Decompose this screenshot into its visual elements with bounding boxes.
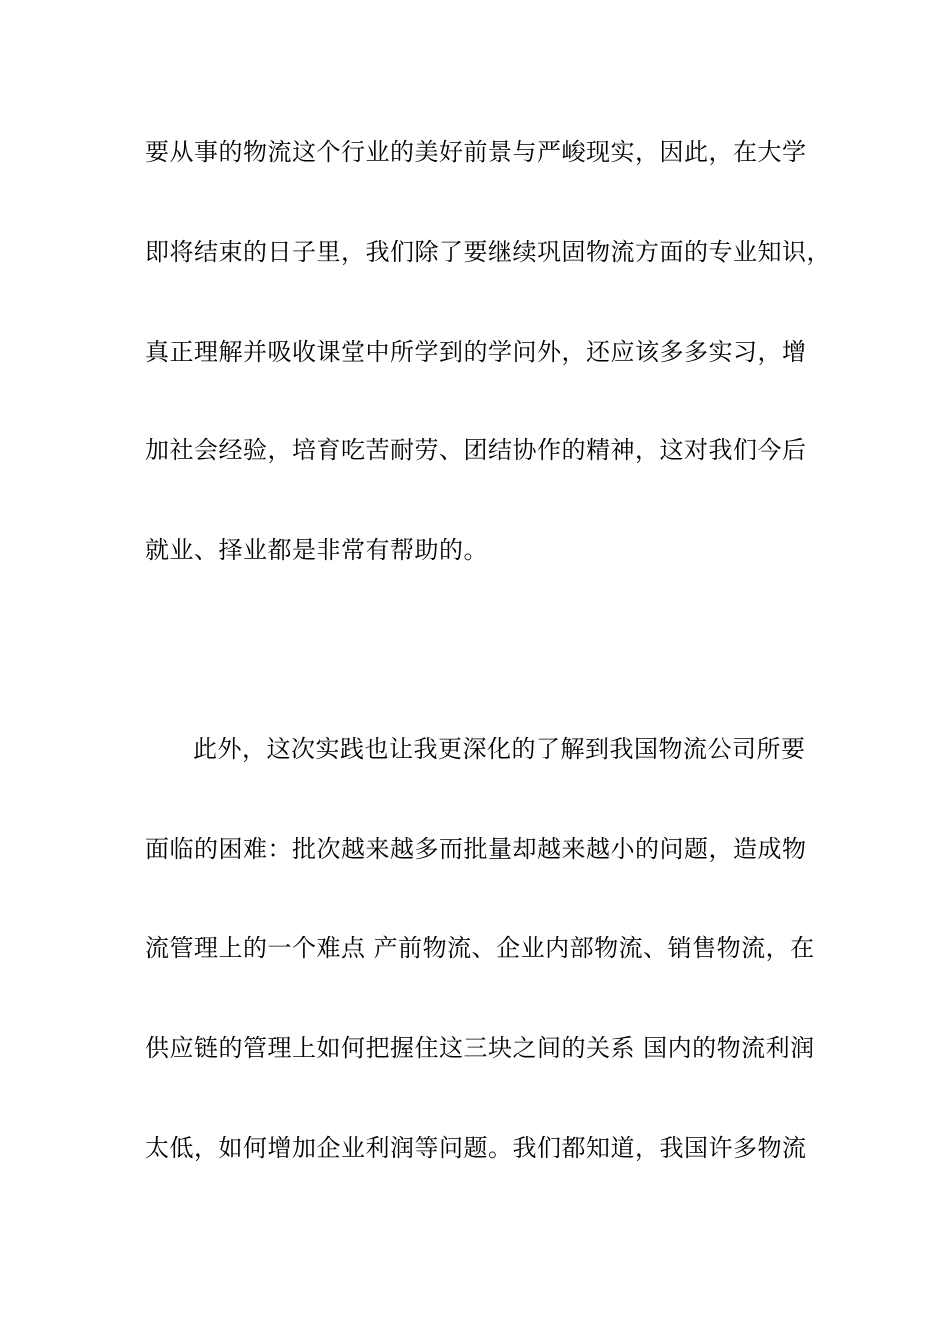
paragraph-line: 要从事的物流这个行业的美好前景与严峻现实，因此，在大学 — [145, 138, 807, 166]
paragraph-line: 真正理解并吸收课堂中所学到的学问外，还应该多多实习，增 — [145, 338, 807, 366]
paragraph-line: 流管理上的一个难点 产前物流、企业内部物流、销售物流，在 — [145, 934, 815, 962]
paragraph-line: 供应链的管理上如何把握住这三块之间的关系 国内的物流利润 — [145, 1034, 815, 1062]
paragraph-line: 就业、择业都是非常有帮助的。 — [145, 536, 488, 564]
paragraph-line: 太低，如何增加企业利润等问题。我们都知道，我国许多物流 — [145, 1134, 807, 1162]
paragraph-line: 面临的困难：批次越来越多而批量却越来越小的问题，造成物 — [145, 835, 807, 863]
paragraph-line: 此外，这次实践也让我更深化的了解到我国物流公司所要 — [193, 735, 806, 763]
paragraph-line: 即将结束的日子里，我们除了要继续巩固物流方面的专业知识， — [145, 238, 831, 266]
paragraph-line: 加社会经验，培育吃苦耐劳、团结协作的精神，这对我们今后 — [145, 436, 807, 464]
